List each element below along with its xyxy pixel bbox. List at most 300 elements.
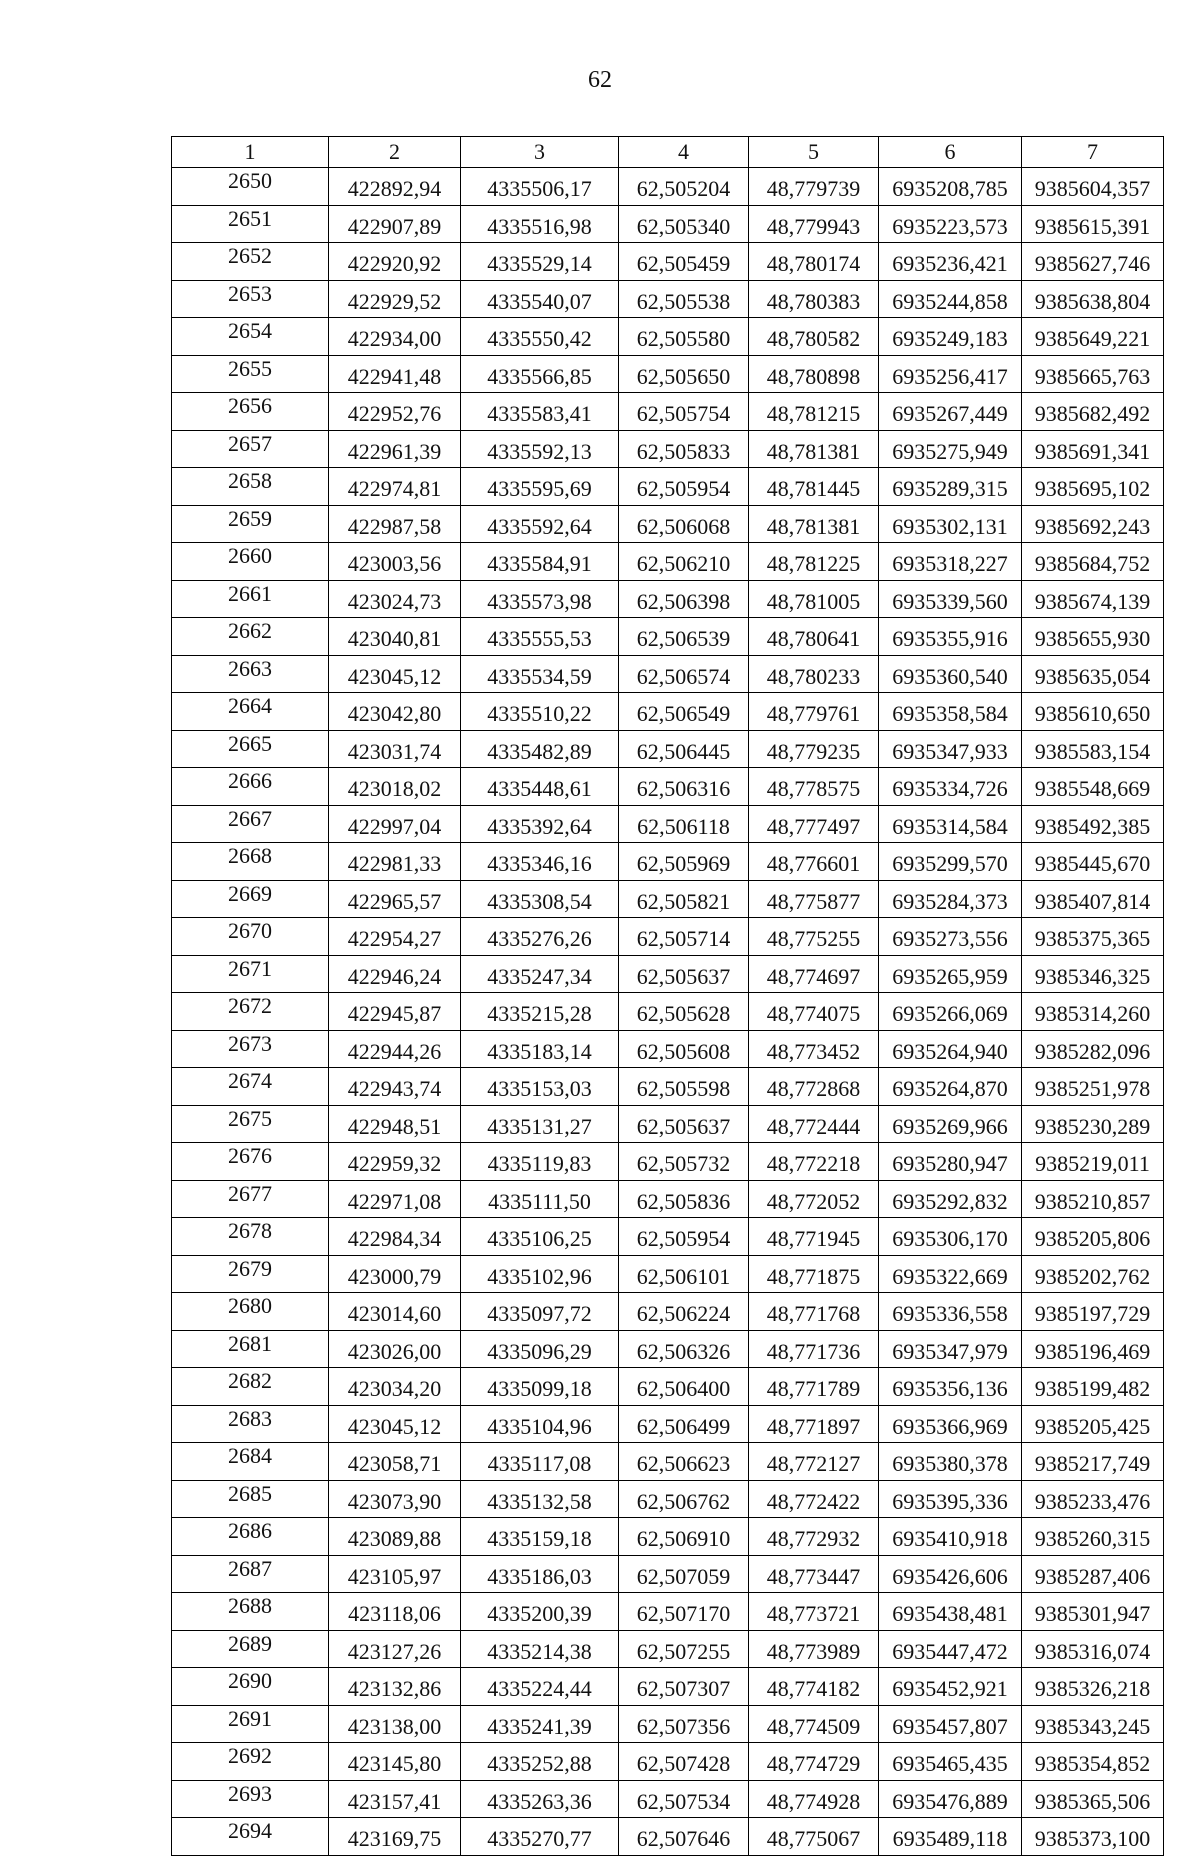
column-header-6: 6 xyxy=(879,137,1022,168)
table-cell: 48,777497 xyxy=(749,805,879,843)
table-cell: 4335214,38 xyxy=(461,1630,619,1668)
table-cell: 4335099,18 xyxy=(461,1368,619,1406)
table-cell: 422920,92 xyxy=(329,243,461,281)
table-cell: 48,779761 xyxy=(749,693,879,731)
column-header-3: 3 xyxy=(461,137,619,168)
table-row xyxy=(172,1443,1164,1481)
table-cell: 9385665,763 xyxy=(1022,355,1164,393)
table-cell: 9385691,341 xyxy=(1022,430,1164,468)
table-row xyxy=(172,468,1164,506)
table-cell: 62,505637 xyxy=(619,1105,749,1143)
table-cell: 62,506400 xyxy=(619,1368,749,1406)
table-cell: 6935457,807 xyxy=(879,1705,1022,1743)
table-cell: 9385301,947 xyxy=(1022,1593,1164,1631)
table-cell: 6935334,726 xyxy=(879,768,1022,806)
table-cell: 6935306,170 xyxy=(879,1218,1022,1256)
table-cell: 48,772932 xyxy=(749,1518,879,1556)
table-cell: 48,780174 xyxy=(749,243,879,281)
table-cell: 6935322,669 xyxy=(879,1255,1022,1293)
table-cell: 62,505714 xyxy=(619,918,749,956)
point-number-cell: 2677 xyxy=(172,1180,329,1218)
table-cell: 9385604,357 xyxy=(1022,168,1164,206)
table-row xyxy=(172,1330,1164,1368)
table-cell: 62,505754 xyxy=(619,393,749,431)
table-cell: 48,780582 xyxy=(749,318,879,356)
point-number-cell: 2684 xyxy=(172,1443,329,1481)
table-cell: 6935380,378 xyxy=(879,1443,1022,1481)
point-number-cell: 2680 xyxy=(172,1293,329,1331)
table-row xyxy=(172,805,1164,843)
table-row xyxy=(172,1218,1164,1256)
table-cell: 9385635,054 xyxy=(1022,655,1164,693)
table-cell: 62,506326 xyxy=(619,1330,749,1368)
table-cell: 62,507307 xyxy=(619,1668,749,1706)
table-cell: 4335566,85 xyxy=(461,355,619,393)
table-cell: 4335529,14 xyxy=(461,243,619,281)
table-cell: 9385326,218 xyxy=(1022,1668,1164,1706)
point-number-cell: 2693 xyxy=(172,1780,329,1818)
table-cell: 62,506549 xyxy=(619,693,749,731)
table-row xyxy=(172,1780,1164,1818)
table-cell: 423089,88 xyxy=(329,1518,461,1556)
table-cell: 9385375,365 xyxy=(1022,918,1164,956)
point-number-cell: 2659 xyxy=(172,505,329,543)
table-cell: 4335159,18 xyxy=(461,1518,619,1556)
point-number-cell: 2665 xyxy=(172,730,329,768)
point-number-cell: 2670 xyxy=(172,918,329,956)
table-cell: 422934,00 xyxy=(329,318,461,356)
table-cell: 62,506316 xyxy=(619,768,749,806)
table-cell: 48,775877 xyxy=(749,880,879,918)
table-cell: 4335111,50 xyxy=(461,1180,619,1218)
point-number-cell: 2675 xyxy=(172,1105,329,1143)
table-cell: 62,506499 xyxy=(619,1405,749,1443)
table-cell: 62,505340 xyxy=(619,205,749,243)
point-number-cell: 2653 xyxy=(172,280,329,318)
point-number-cell: 2654 xyxy=(172,318,329,356)
table-cell: 9385649,221 xyxy=(1022,318,1164,356)
table-cell: 48,778575 xyxy=(749,768,879,806)
table-cell: 62,507428 xyxy=(619,1743,749,1781)
table-cell: 6935347,933 xyxy=(879,730,1022,768)
table-cell: 4335183,14 xyxy=(461,1030,619,1068)
table-cell: 4335117,08 xyxy=(461,1443,619,1481)
table-cell: 422965,57 xyxy=(329,880,461,918)
table-cell: 422929,52 xyxy=(329,280,461,318)
table-cell: 4335346,16 xyxy=(461,843,619,881)
table-row xyxy=(172,993,1164,1031)
table-cell: 62,507646 xyxy=(619,1818,749,1856)
point-number-cell: 2658 xyxy=(172,468,329,506)
table-cell: 4335153,03 xyxy=(461,1068,619,1106)
table-cell: 4335592,13 xyxy=(461,430,619,468)
table-cell: 48,774182 xyxy=(749,1668,879,1706)
table-row xyxy=(172,280,1164,318)
table-cell: 62,506762 xyxy=(619,1480,749,1518)
table-cell: 62,506210 xyxy=(619,543,749,581)
table-row xyxy=(172,1705,1164,1743)
table-cell: 423024,73 xyxy=(329,580,461,618)
table-row xyxy=(172,1068,1164,1106)
table-cell: 9385287,406 xyxy=(1022,1555,1164,1593)
table-row xyxy=(172,1555,1164,1593)
table-cell: 6935299,570 xyxy=(879,843,1022,881)
table-row xyxy=(172,618,1164,656)
table-cell: 62,506623 xyxy=(619,1443,749,1481)
table-cell: 62,506539 xyxy=(619,618,749,656)
table-cell: 6935289,315 xyxy=(879,468,1022,506)
table-cell: 422954,27 xyxy=(329,918,461,956)
table-cell: 4335224,44 xyxy=(461,1668,619,1706)
table-cell: 6935244,858 xyxy=(879,280,1022,318)
table-cell: 9385282,096 xyxy=(1022,1030,1164,1068)
table-cell: 48,771736 xyxy=(749,1330,879,1368)
table-cell: 48,780383 xyxy=(749,280,879,318)
table-cell: 48,780641 xyxy=(749,618,879,656)
table-cell: 9385210,857 xyxy=(1022,1180,1164,1218)
table-cell: 4335215,28 xyxy=(461,993,619,1031)
point-number-cell: 2651 xyxy=(172,205,329,243)
table-cell: 422961,39 xyxy=(329,430,461,468)
table-cell: 6935358,584 xyxy=(879,693,1022,731)
table-row xyxy=(172,1143,1164,1181)
table-cell: 9385655,930 xyxy=(1022,618,1164,656)
point-number-cell: 2689 xyxy=(172,1630,329,1668)
table-cell: 422948,51 xyxy=(329,1105,461,1143)
table-cell: 9385638,804 xyxy=(1022,280,1164,318)
table-cell: 62,505954 xyxy=(619,1218,749,1256)
table-cell: 62,505833 xyxy=(619,430,749,468)
table-cell: 4335200,39 xyxy=(461,1593,619,1631)
table-cell: 423018,02 xyxy=(329,768,461,806)
table-cell: 62,506445 xyxy=(619,730,749,768)
table-row xyxy=(172,505,1164,543)
table-cell: 9385674,139 xyxy=(1022,580,1164,618)
table-cell: 9385343,245 xyxy=(1022,1705,1164,1743)
table-cell: 6935355,916 xyxy=(879,618,1022,656)
table-cell: 6935208,785 xyxy=(879,168,1022,206)
table-cell: 9385354,852 xyxy=(1022,1743,1164,1781)
point-number-cell: 2683 xyxy=(172,1405,329,1443)
table-cell: 4335482,89 xyxy=(461,730,619,768)
table-cell: 62,505969 xyxy=(619,843,749,881)
table-cell: 422974,81 xyxy=(329,468,461,506)
point-number-cell: 2686 xyxy=(172,1518,329,1556)
table-cell: 6935489,118 xyxy=(879,1818,1022,1856)
table-cell: 48,781445 xyxy=(749,468,879,506)
table-cell: 4335573,98 xyxy=(461,580,619,618)
table-cell: 4335252,88 xyxy=(461,1743,619,1781)
table-cell: 48,781005 xyxy=(749,580,879,618)
table-cell: 6935292,832 xyxy=(879,1180,1022,1218)
table-cell: 4335276,26 xyxy=(461,918,619,956)
table-row xyxy=(172,1480,1164,1518)
table-cell: 6935275,949 xyxy=(879,430,1022,468)
table-row xyxy=(172,168,1164,206)
table-row xyxy=(172,655,1164,693)
table-cell: 422997,04 xyxy=(329,805,461,843)
table-row xyxy=(172,243,1164,281)
table-cell: 6935265,959 xyxy=(879,955,1022,993)
table-cell: 6935264,940 xyxy=(879,1030,1022,1068)
table-row xyxy=(172,730,1164,768)
table-cell: 6935256,417 xyxy=(879,355,1022,393)
table-cell: 423045,12 xyxy=(329,655,461,693)
table-cell: 48,772868 xyxy=(749,1068,879,1106)
table-row xyxy=(172,1180,1164,1218)
table-cell: 48,773452 xyxy=(749,1030,879,1068)
table-row xyxy=(172,1518,1164,1556)
table-row xyxy=(172,1105,1164,1143)
point-number-cell: 2685 xyxy=(172,1480,329,1518)
table-cell: 6935410,918 xyxy=(879,1518,1022,1556)
table-cell: 9385610,650 xyxy=(1022,693,1164,731)
table-cell: 62,505608 xyxy=(619,1030,749,1068)
table-cell: 62,506910 xyxy=(619,1518,749,1556)
table-cell: 9385202,762 xyxy=(1022,1255,1164,1293)
table-cell: 62,506068 xyxy=(619,505,749,543)
table-row xyxy=(172,1818,1164,1856)
table-cell: 4335308,54 xyxy=(461,880,619,918)
table-cell: 4335555,53 xyxy=(461,618,619,656)
table-cell: 62,506101 xyxy=(619,1255,749,1293)
table-cell: 9385260,315 xyxy=(1022,1518,1164,1556)
table-cell: 9385407,814 xyxy=(1022,880,1164,918)
table-cell: 4335550,42 xyxy=(461,318,619,356)
point-number-cell: 2650 xyxy=(172,168,329,206)
table-cell: 6935465,435 xyxy=(879,1743,1022,1781)
table-row xyxy=(172,430,1164,468)
table-row xyxy=(172,918,1164,956)
point-number-cell: 2652 xyxy=(172,243,329,281)
table-cell: 6935339,560 xyxy=(879,580,1022,618)
table-cell: 48,779943 xyxy=(749,205,879,243)
table-cell: 48,776601 xyxy=(749,843,879,881)
table-cell: 48,774729 xyxy=(749,1743,879,1781)
point-number-cell: 2673 xyxy=(172,1030,329,1068)
point-number-cell: 2674 xyxy=(172,1068,329,1106)
table-cell: 62,506398 xyxy=(619,580,749,618)
table-cell: 9385205,806 xyxy=(1022,1218,1164,1256)
table-cell: 9385445,670 xyxy=(1022,843,1164,881)
table-cell: 48,771768 xyxy=(749,1293,879,1331)
point-number-cell: 2657 xyxy=(172,430,329,468)
table-cell: 423031,74 xyxy=(329,730,461,768)
table-cell: 48,775255 xyxy=(749,918,879,956)
table-cell: 6935438,481 xyxy=(879,1593,1022,1631)
table-cell: 48,773721 xyxy=(749,1593,879,1631)
table-cell: 9385682,492 xyxy=(1022,393,1164,431)
table-cell: 9385346,325 xyxy=(1022,955,1164,993)
point-number-cell: 2671 xyxy=(172,955,329,993)
table-cell: 4335104,96 xyxy=(461,1405,619,1443)
table-row xyxy=(172,318,1164,356)
table-cell: 9385251,978 xyxy=(1022,1068,1164,1106)
table-cell: 48,774509 xyxy=(749,1705,879,1743)
table-cell: 48,781215 xyxy=(749,393,879,431)
table-cell: 6935447,472 xyxy=(879,1630,1022,1668)
table-cell: 4335106,25 xyxy=(461,1218,619,1256)
table-cell: 9385233,476 xyxy=(1022,1480,1164,1518)
table-cell: 422987,58 xyxy=(329,505,461,543)
table-cell: 423127,26 xyxy=(329,1630,461,1668)
table-cell: 62,505580 xyxy=(619,318,749,356)
table-cell: 423026,00 xyxy=(329,1330,461,1368)
table-cell: 9385205,425 xyxy=(1022,1405,1164,1443)
table-cell: 6935426,606 xyxy=(879,1555,1022,1593)
table-cell: 4335096,29 xyxy=(461,1330,619,1368)
table-cell: 4335392,64 xyxy=(461,805,619,843)
table-row xyxy=(172,205,1164,243)
point-number-cell: 2669 xyxy=(172,880,329,918)
table-cell: 9385196,469 xyxy=(1022,1330,1164,1368)
table-cell: 4335131,27 xyxy=(461,1105,619,1143)
table-cell: 6935395,336 xyxy=(879,1480,1022,1518)
table-cell: 422984,34 xyxy=(329,1218,461,1256)
table-cell: 9385627,746 xyxy=(1022,243,1164,281)
point-number-cell: 2664 xyxy=(172,693,329,731)
point-number-cell: 2667 xyxy=(172,805,329,843)
table-cell: 6935347,979 xyxy=(879,1330,1022,1368)
table-cell: 4335510,22 xyxy=(461,693,619,731)
table-cell: 62,505598 xyxy=(619,1068,749,1106)
table-cell: 6935223,573 xyxy=(879,205,1022,243)
table-cell: 48,771945 xyxy=(749,1218,879,1256)
point-number-cell: 2662 xyxy=(172,618,329,656)
table-cell: 423034,20 xyxy=(329,1368,461,1406)
point-number-cell: 2688 xyxy=(172,1593,329,1631)
table-row xyxy=(172,1368,1164,1406)
table-cell: 62,505204 xyxy=(619,168,749,206)
table-cell: 48,779235 xyxy=(749,730,879,768)
column-header-4: 4 xyxy=(619,137,749,168)
table-cell: 62,506224 xyxy=(619,1293,749,1331)
table-cell: 62,507356 xyxy=(619,1705,749,1743)
table-row xyxy=(172,1630,1164,1668)
table-cell: 4335595,69 xyxy=(461,468,619,506)
table-cell: 6935266,069 xyxy=(879,993,1022,1031)
table-cell: 4335132,58 xyxy=(461,1480,619,1518)
table-cell: 48,781381 xyxy=(749,505,879,543)
table-cell: 48,775067 xyxy=(749,1818,879,1856)
table-cell: 422981,33 xyxy=(329,843,461,881)
table-cell: 48,780233 xyxy=(749,655,879,693)
table-cell: 48,774697 xyxy=(749,955,879,993)
table-cell: 9385230,289 xyxy=(1022,1105,1164,1143)
table-cell: 4335186,03 xyxy=(461,1555,619,1593)
table-cell: 422943,74 xyxy=(329,1068,461,1106)
point-number-cell: 2678 xyxy=(172,1218,329,1256)
table-cell: 423058,71 xyxy=(329,1443,461,1481)
table-cell: 422971,08 xyxy=(329,1180,461,1218)
table-cell: 9385583,154 xyxy=(1022,730,1164,768)
table-cell: 62,505732 xyxy=(619,1143,749,1181)
table-row xyxy=(172,1593,1164,1631)
table-row xyxy=(172,1668,1164,1706)
table-cell: 423145,80 xyxy=(329,1743,461,1781)
point-number-cell: 2666 xyxy=(172,768,329,806)
table-cell: 422907,89 xyxy=(329,205,461,243)
table-cell: 48,772218 xyxy=(749,1143,879,1181)
point-number-cell: 2681 xyxy=(172,1330,329,1368)
table-cell: 48,772127 xyxy=(749,1443,879,1481)
column-header-5: 5 xyxy=(749,137,879,168)
table-body xyxy=(172,168,1164,1856)
table-cell: 6935336,558 xyxy=(879,1293,1022,1331)
table-cell: 9385548,669 xyxy=(1022,768,1164,806)
point-number-cell: 2692 xyxy=(172,1743,329,1781)
table-cell: 4335263,36 xyxy=(461,1780,619,1818)
table-cell: 62,505650 xyxy=(619,355,749,393)
table-cell: 9385316,074 xyxy=(1022,1630,1164,1668)
table-cell: 6935267,449 xyxy=(879,393,1022,431)
table-row xyxy=(172,880,1164,918)
point-number-cell: 2691 xyxy=(172,1705,329,1743)
column-header-2: 2 xyxy=(329,137,461,168)
table-cell: 6935280,947 xyxy=(879,1143,1022,1181)
point-number-cell: 2690 xyxy=(172,1668,329,1706)
table-row xyxy=(172,393,1164,431)
table-cell: 423042,80 xyxy=(329,693,461,731)
table-cell: 9385692,243 xyxy=(1022,505,1164,543)
table-cell: 62,505459 xyxy=(619,243,749,281)
table-cell: 6935236,421 xyxy=(879,243,1022,281)
table-cell: 48,772444 xyxy=(749,1105,879,1143)
table-cell: 4335592,64 xyxy=(461,505,619,543)
point-number-cell: 2676 xyxy=(172,1143,329,1181)
table-cell: 48,771897 xyxy=(749,1405,879,1443)
table-cell: 48,779739 xyxy=(749,168,879,206)
point-number-cell: 2687 xyxy=(172,1555,329,1593)
table-cell: 4335448,61 xyxy=(461,768,619,806)
point-number-cell: 2661 xyxy=(172,580,329,618)
table-row xyxy=(172,1293,1164,1331)
table-cell: 6935360,540 xyxy=(879,655,1022,693)
table-cell: 62,506118 xyxy=(619,805,749,843)
table-cell: 423132,86 xyxy=(329,1668,461,1706)
table-cell: 6935318,227 xyxy=(879,543,1022,581)
table-cell: 422946,24 xyxy=(329,955,461,993)
table-cell: 4335097,72 xyxy=(461,1293,619,1331)
table-cell: 4335247,34 xyxy=(461,955,619,993)
table-cell: 4335584,91 xyxy=(461,543,619,581)
point-number-cell: 2694 xyxy=(172,1818,329,1856)
table-cell: 4335241,39 xyxy=(461,1705,619,1743)
table-cell: 4335540,07 xyxy=(461,280,619,318)
table-cell: 48,771789 xyxy=(749,1368,879,1406)
table-cell: 9385219,011 xyxy=(1022,1143,1164,1181)
table-cell: 422944,26 xyxy=(329,1030,461,1068)
column-header-1: 1 xyxy=(172,137,329,168)
table-row xyxy=(172,843,1164,881)
table-cell: 9385492,385 xyxy=(1022,805,1164,843)
table-cell: 4335534,59 xyxy=(461,655,619,693)
table-row xyxy=(172,768,1164,806)
table-cell: 423138,00 xyxy=(329,1705,461,1743)
table-cell: 48,772422 xyxy=(749,1480,879,1518)
table-cell: 6935264,870 xyxy=(879,1068,1022,1106)
table-cell: 423040,81 xyxy=(329,618,461,656)
point-number-cell: 2682 xyxy=(172,1368,329,1406)
table-row xyxy=(172,543,1164,581)
table-cell: 4335102,96 xyxy=(461,1255,619,1293)
table-cell: 48,774928 xyxy=(749,1780,879,1818)
column-header-7: 7 xyxy=(1022,137,1164,168)
table-cell: 422952,76 xyxy=(329,393,461,431)
table-row xyxy=(172,1255,1164,1293)
point-number-cell: 2656 xyxy=(172,393,329,431)
table-row xyxy=(172,1030,1164,1068)
